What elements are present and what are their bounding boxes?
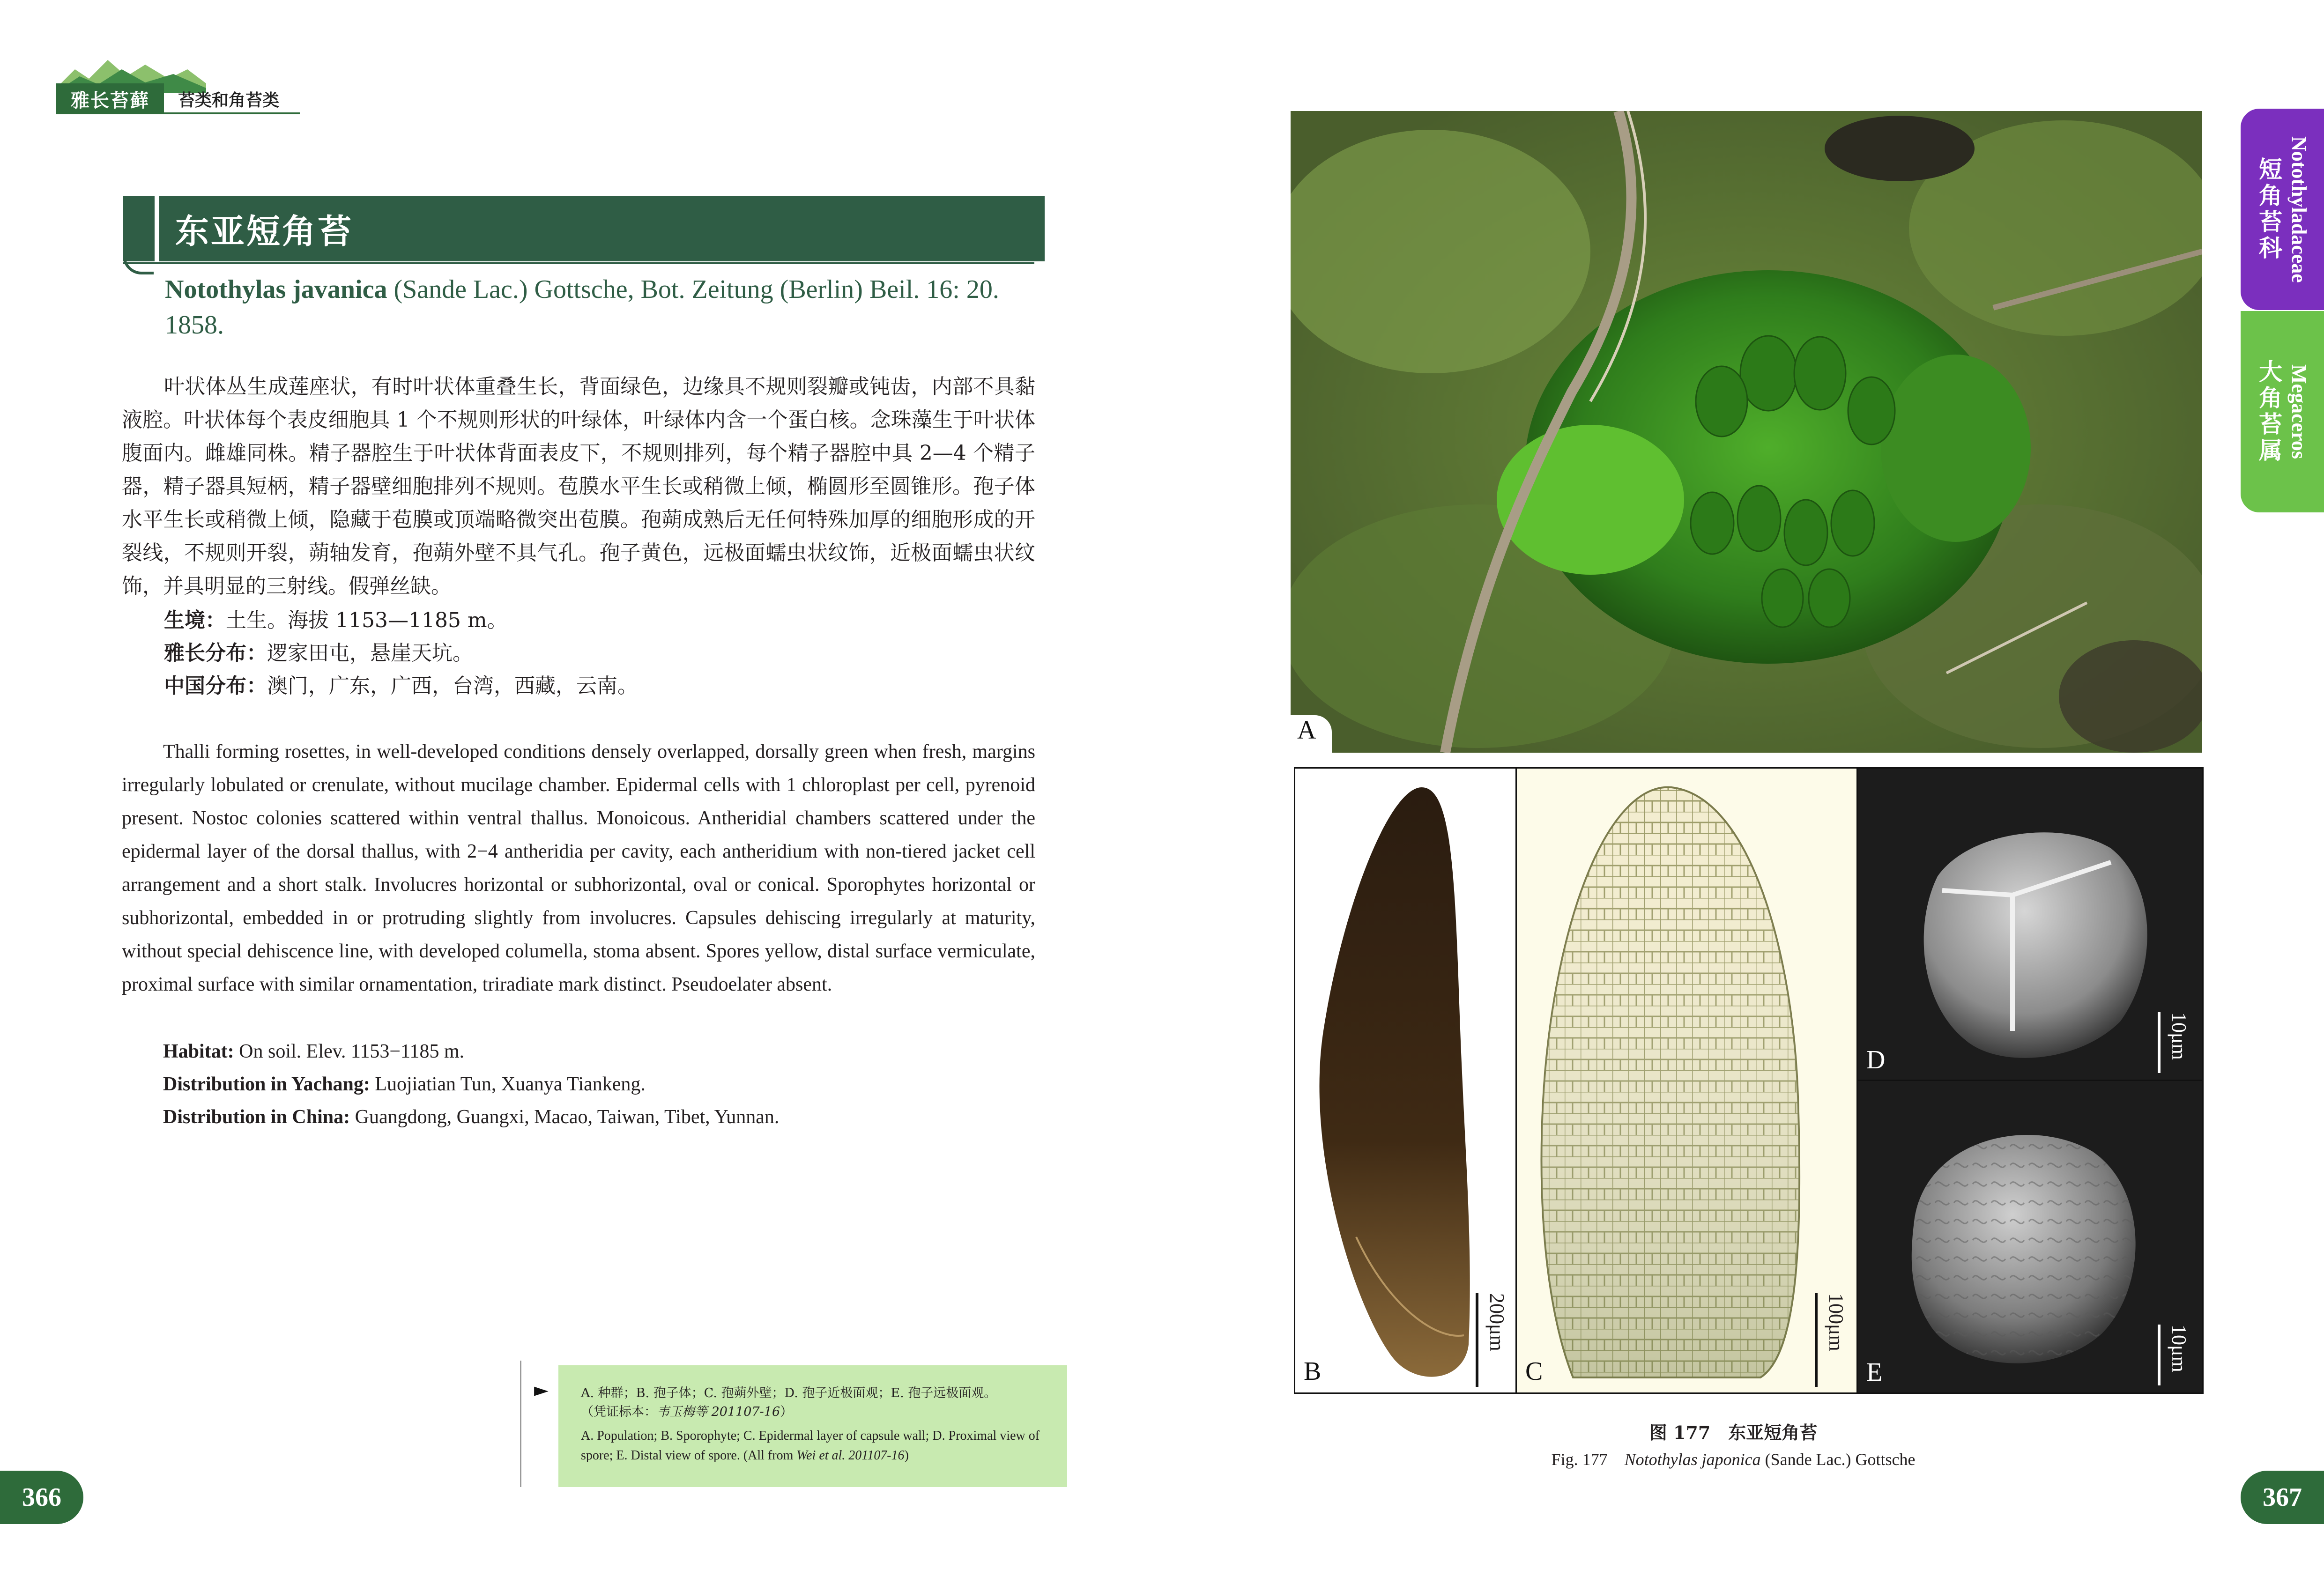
en-dist-china-value: Guangdong, Guangxi, Macao, Taiwan, Tibet, Yunnan. xyxy=(350,1106,780,1128)
panel-c-scale-label: 100μm xyxy=(1825,1293,1848,1351)
species-title: 东亚短角苔 xyxy=(155,196,353,261)
figure-panel-c xyxy=(1515,767,1858,1394)
caption-zh xyxy=(581,1384,1049,1422)
caption-en-close: ) xyxy=(904,1448,909,1463)
population-photo xyxy=(1291,111,2202,753)
zh-dist-china-value: 澳门，广东，广西，台湾，西藏，云南。 xyxy=(267,674,638,698)
caption-en-voucher: Wei et al. 201107-16 xyxy=(796,1448,905,1463)
scientific-name xyxy=(165,272,1036,343)
caption-divider xyxy=(520,1361,521,1487)
panel-d-label: D xyxy=(1866,1045,1886,1074)
en-habitat-value: On soil. Elev. 1153−1185 m. xyxy=(234,1041,465,1062)
panel-e-scale-label: 10μm xyxy=(2168,1325,2190,1372)
figure-panel-b xyxy=(1294,767,1517,1394)
figure-caption-en-species: Notothylas japonica xyxy=(1624,1450,1761,1469)
species-title-bar xyxy=(123,196,1045,261)
zh-habitat-label: 生境： xyxy=(164,608,226,632)
en-dist-yachang xyxy=(163,1068,646,1101)
en-dist-yachang-value: Luojiatian Tun, Xuanya Tiankeng. xyxy=(370,1074,646,1095)
family-tab xyxy=(2241,109,2324,310)
caption-arrow-icon: ► xyxy=(534,1379,549,1401)
page-number-left: 366 xyxy=(0,1471,83,1524)
genus-tab-latin: Megaceros xyxy=(2287,364,2310,459)
panel-b-label: B xyxy=(1304,1357,1322,1386)
zh-dist-china xyxy=(164,670,638,703)
caption-zh-line1: A. 种群；B. 孢子体；C. 孢蒴外壁；D. 孢子近极面观；E. 孢子远极面观。 xyxy=(581,1386,997,1400)
en-habitat xyxy=(163,1035,464,1068)
spore-distal-image xyxy=(1858,1081,2202,1392)
figure-caption-en-prefix: Fig. 177 xyxy=(1551,1450,1625,1469)
family-tab-latin: Notothyladaceae xyxy=(2287,136,2310,283)
genus-tab xyxy=(2241,311,2324,512)
figure-panel-a xyxy=(1291,111,2202,753)
en-description: Thalli forming rosettes, in well-developed conditions densely overlapped, dorsally green when fresh, margins irregularly lobulated or crenulate, without mucilage chamber. Epidermal cells with 1 chloroplast per cell, pyrenoid present. Nostoc colonies scattered within ventral thallus. Monoicous. Antheridial chambers scattered under the epidermal layer of the dorsal thallus, with 2−4 antheridia per cavity, each antheridium with non-tiered jacket cell arrangement and a short stalk. Involucres horizontal or subhorizontal, oval or conical. Sporophytes horizontal or subhorizontal, embedded in or protruding slightly from involucres. Capsules dehiscing irregularly at maturity, without special dehiscence line, with developed columella, stoma absent. Spores yellow, distal surface vermiculate, proximal surface with similar ornamentation, triradiate mark distinct. Pseudoelater absent. xyxy=(122,741,1035,995)
zh-dist-china-label: 中国分布： xyxy=(164,674,267,698)
running-header-book: 雅长苔藓 xyxy=(56,83,164,114)
caption-zh-voucher: 韦玉梅等 201107-16 xyxy=(657,1405,780,1419)
zh-dist-yachang-label: 雅长分布： xyxy=(164,641,267,665)
running-header xyxy=(56,83,300,114)
zh-dist-yachang xyxy=(164,637,473,670)
figure-caption-en-authority: (Sande Lac.) Gottsche xyxy=(1760,1450,1916,1469)
figure-caption-zh: 图 177 东亚短角苔 xyxy=(1649,1422,1818,1443)
zh-description: 叶状体丛生成莲座状，有时叶状体重叠生长，背面绿色，边缘具不规则裂瓣或钝齿，内部不具黏液腔。叶状体每个表皮细胞具 1 个不规则形状的叶绿体，叶绿体内含一个蛋白核。念珠藻生于叶状体腹面内。雌雄同株。精子器腔生于叶状体背面表皮下，不规则排列，每个精子器腔中具 2—4 个精子器，精子器具短柄，精子器壁细胞排列不规则。苞膜水平生长或稍微上倾，椭圆形至圆锥形。孢子体水平生长或稍微上倾，隐藏于苞膜或顶端略微突出苞膜。孢蒴成熟后无任何特殊加厚的细胞形成的开裂线，不规则开裂，蒴轴发育，孢蒴外壁不具气孔。孢子黄色，远极面蠕虫状纹饰，近极面蠕虫状纹饰，并具明显的三射线。假弹丝缺。 xyxy=(122,375,1035,598)
panel-d-scalebar xyxy=(2158,1012,2195,1073)
caption-box xyxy=(558,1365,1067,1487)
title-underline xyxy=(123,262,1034,264)
capsule-wall-image xyxy=(1517,769,1856,1392)
figure-panel-d xyxy=(1856,767,2204,1081)
panel-e-label: E xyxy=(1866,1358,1883,1387)
scientific-name-authority: (Sande Lac.) Gottsche, Bot. Zeitung (Berlin) Beil. 16: 20. 1858. xyxy=(165,275,999,340)
panel-b-scalebar xyxy=(1476,1293,1513,1387)
page-number-right: 367 xyxy=(2241,1471,2324,1524)
spore-proximal-image xyxy=(1858,769,2202,1080)
en-dist-china xyxy=(163,1101,779,1133)
running-header-section: 苔类和角苔类 xyxy=(178,90,280,110)
panel-a-label: A xyxy=(1291,715,1332,753)
caption-en-text: A. Population; B. Sporophyte; C. Epidermal layer of capsule wall; D. Proximal view of spore; E. Distal view of spore. (All from xyxy=(581,1429,1040,1463)
genus-tab-zh: 大角苔属 xyxy=(2255,359,2282,464)
caption-zh-voucher-pre: （凭证标本： xyxy=(581,1405,657,1419)
en-habitat-label: Habitat: xyxy=(163,1041,234,1062)
header-rule xyxy=(56,112,300,114)
figure-panel-e xyxy=(1856,1080,2204,1394)
en-dist-yachang-label: Distribution in Yachang: xyxy=(163,1074,370,1095)
zh-dist-yachang-value: 逻家田屯，悬崖天坑。 xyxy=(267,641,473,665)
en-dist-china-label: Distribution in China: xyxy=(163,1106,350,1128)
scientific-name-binomial: Notothylas javanica xyxy=(165,275,387,304)
figure-caption-en xyxy=(1359,1446,2108,1470)
caption-zh-voucher-post: ） xyxy=(780,1405,793,1419)
caption-en xyxy=(581,1426,1049,1466)
family-tab-zh: 短角苔科 xyxy=(2255,157,2282,262)
panel-e-scalebar xyxy=(2158,1325,2195,1385)
title-bracket xyxy=(123,244,154,274)
zh-habitat xyxy=(164,604,508,637)
panel-c-scalebar xyxy=(1815,1293,1852,1387)
panel-c-label: C xyxy=(1525,1357,1543,1386)
panel-b-scale-label: 200μm xyxy=(1485,1293,1508,1351)
panel-d-scale-label: 10μm xyxy=(2168,1012,2190,1060)
zh-habitat-value: 土生。海拔 1153—1185 m。 xyxy=(226,608,508,632)
